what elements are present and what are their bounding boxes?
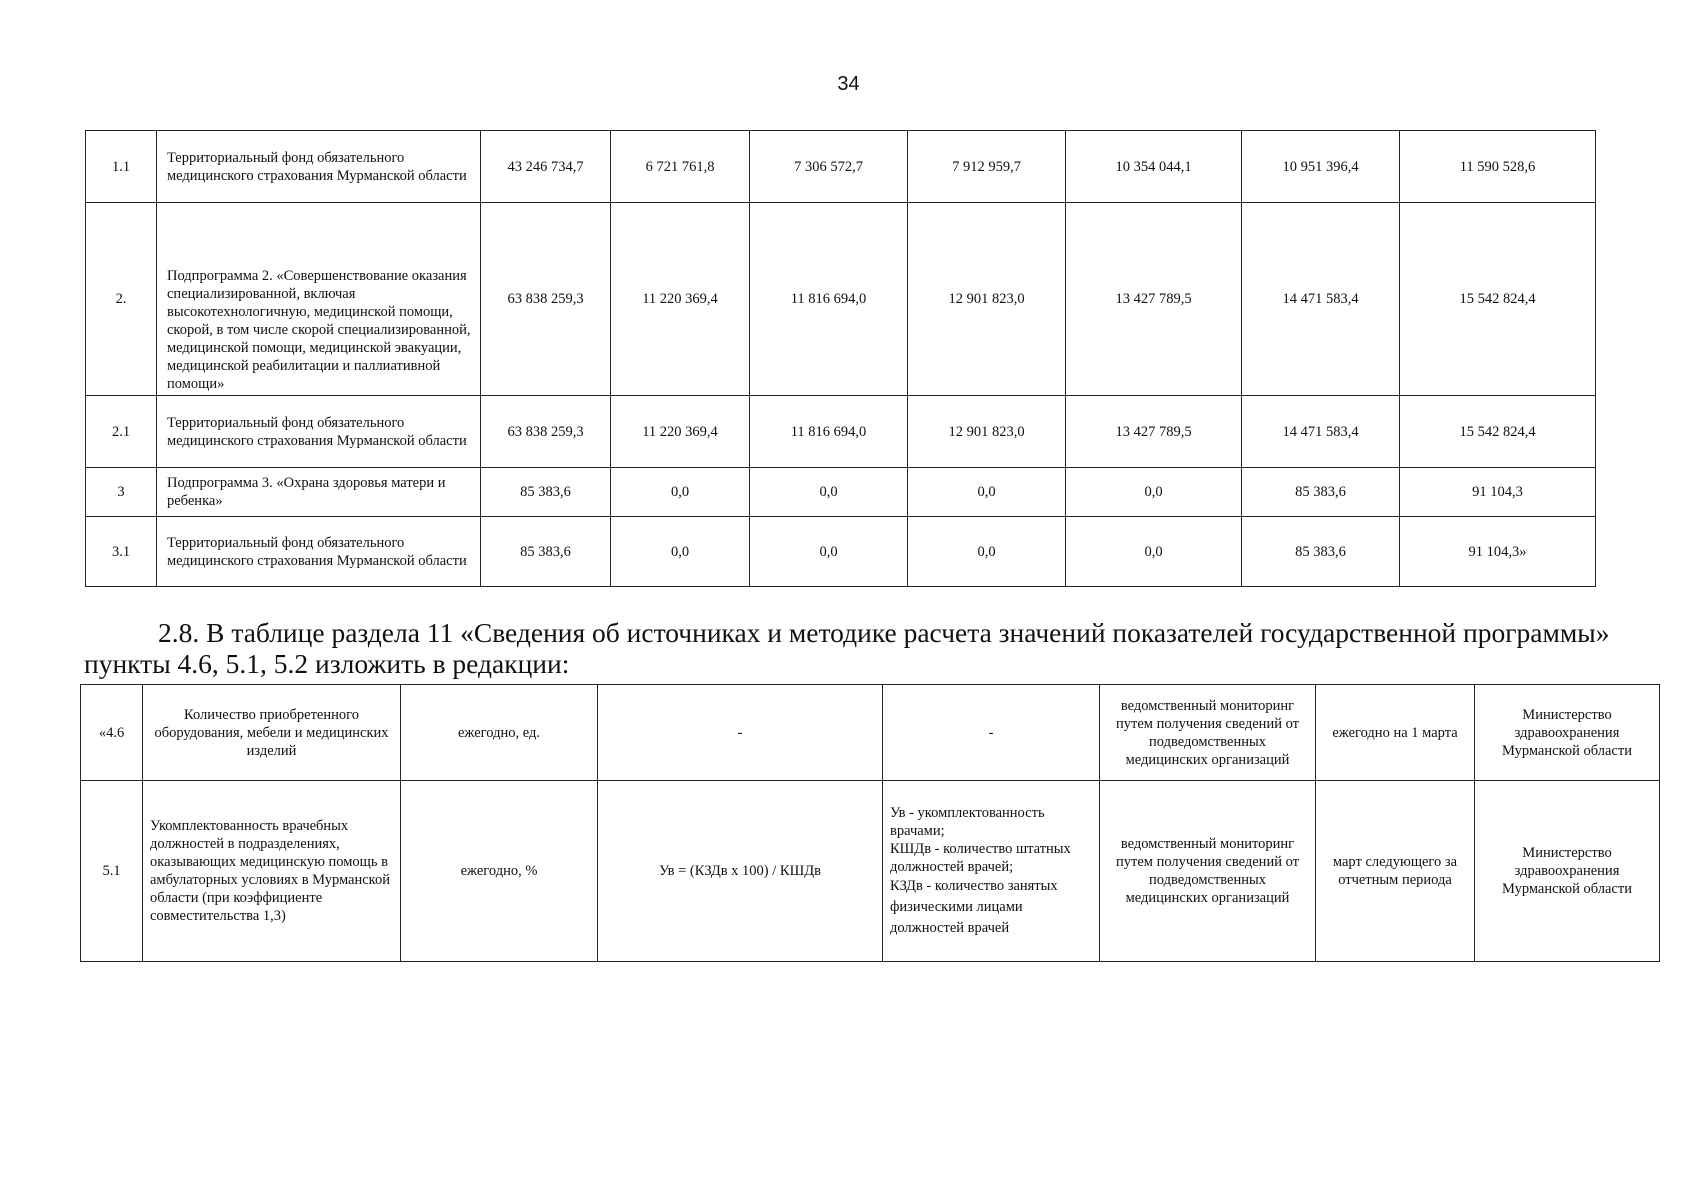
indicator-variables bbox=[883, 781, 1100, 962]
value-cell: 11 590 528,6 bbox=[1400, 131, 1596, 203]
value-cell: 7 912 959,7 bbox=[908, 131, 1066, 203]
page-number: 34 bbox=[837, 73, 860, 95]
value-cell: 43 246 734,7 bbox=[481, 131, 611, 203]
indicator-source: ведомственный мониторинг путем получения сведений от подведомственных медицинских организаций bbox=[1100, 781, 1316, 962]
row-name: Подпрограмма 3. «Охрана здоровья матери и ребенка» bbox=[157, 468, 481, 517]
value-cell: 63 838 259,3 bbox=[481, 203, 611, 396]
row-index: 3 bbox=[86, 468, 157, 517]
value-cell: 0,0 bbox=[611, 468, 750, 517]
value-cell: 10 951 396,4 bbox=[1242, 131, 1400, 203]
indicator-name: Количество приобретенного оборудования, мебели и медицинских изделий bbox=[143, 685, 401, 781]
variable-line: КШДв - количество штатных должностей врачей; bbox=[890, 840, 1071, 875]
row-index: 5.1 bbox=[81, 781, 143, 962]
indicator-formula: - bbox=[598, 685, 883, 781]
value-cell: 0,0 bbox=[750, 468, 908, 517]
table-row bbox=[86, 396, 1596, 468]
indicator-deadline: март следующего за отчетным периода bbox=[1316, 781, 1475, 962]
variable-line: КЗДв - количество занятых физическими лицами должностей врачей bbox=[890, 877, 1058, 936]
value-cell: 11 816 694,0 bbox=[750, 203, 908, 396]
value-cell: 0,0 bbox=[908, 517, 1066, 587]
indicator-deadline: ежегодно на 1 марта bbox=[1316, 685, 1475, 781]
table-row bbox=[86, 517, 1596, 587]
value-cell: 14 471 583,4 bbox=[1242, 203, 1400, 396]
value-cell: 85 383,6 bbox=[1242, 468, 1400, 517]
table-row bbox=[86, 203, 1596, 396]
value-cell: 91 104,3 bbox=[1400, 468, 1596, 517]
indicator-formula: Ув = (КЗДв х 100) / КШДв bbox=[598, 781, 883, 962]
value-cell: 11 816 694,0 bbox=[750, 396, 908, 468]
value-cell: 0,0 bbox=[611, 517, 750, 587]
value-cell: 13 427 789,5 bbox=[1066, 396, 1242, 468]
row-index: 1.1 bbox=[86, 131, 157, 203]
table-row bbox=[81, 781, 1660, 962]
value-cell: 85 383,6 bbox=[481, 517, 611, 587]
value-cell: 11 220 369,4 bbox=[611, 203, 750, 396]
value-cell: 15 542 824,4 bbox=[1400, 396, 1596, 468]
value-cell: 11 220 369,4 bbox=[611, 396, 750, 468]
value-cell: 10 354 044,1 bbox=[1066, 131, 1242, 203]
indicator-unit: ежегодно, % bbox=[401, 781, 598, 962]
indicator-unit: ежегодно, ед. bbox=[401, 685, 598, 781]
row-name: Территориальный фонд обязательного медицинского страхования Мурманской области bbox=[157, 131, 481, 203]
value-cell: 0,0 bbox=[1066, 468, 1242, 517]
row-index: 2.1 bbox=[86, 396, 157, 468]
amendment-paragraph: 2.8. В таблице раздела 11 «Сведения об источниках и методике расчета значений показателей государственной программы» пункты 4.6, 5.1, 5.2 изложить в редакции: bbox=[84, 617, 1610, 679]
row-index: 3.1 bbox=[86, 517, 157, 587]
value-cell: 85 383,6 bbox=[1242, 517, 1400, 587]
value-cell: 12 901 823,0 bbox=[908, 396, 1066, 468]
row-name: Подпрограмма 2. «Совершенствование оказания специализированной, включая высокотехнологичную, медицинской помощи, скорой, в том числе скорой специализированной, медицинской помощи, медицинской эвакуации, медицинской реабилитации и паллиативной помощи» bbox=[157, 203, 481, 396]
indicator-name: Укомплектованность врачебных должностей в подразделениях, оказывающих медицинскую помощь в амбулаторных условиях в Мурманской области (при коэффициенте совместительства 1,3) bbox=[143, 781, 401, 962]
indicator-responsible: Министерство здравоохранения Мурманской области bbox=[1475, 685, 1660, 781]
value-cell: 63 838 259,3 bbox=[481, 396, 611, 468]
row-index: 2. bbox=[86, 203, 157, 396]
table-row bbox=[86, 131, 1596, 203]
value-cell: 6 721 761,8 bbox=[611, 131, 750, 203]
value-cell: 0,0 bbox=[1066, 517, 1242, 587]
value-cell: 7 306 572,7 bbox=[750, 131, 908, 203]
row-index: «4.6 bbox=[81, 685, 143, 781]
value-cell: 15 542 824,4 bbox=[1400, 203, 1596, 396]
table-row bbox=[81, 685, 1660, 781]
value-cell: 0,0 bbox=[750, 517, 908, 587]
value-cell: 14 471 583,4 bbox=[1242, 396, 1400, 468]
funding-table bbox=[85, 130, 1596, 587]
indicator-variables: - bbox=[883, 685, 1100, 781]
value-cell: 13 427 789,5 bbox=[1066, 203, 1242, 396]
value-cell: 12 901 823,0 bbox=[908, 203, 1066, 396]
variable-line: Ув - укомплектованность врачами; bbox=[890, 804, 1045, 839]
value-cell: 85 383,6 bbox=[481, 468, 611, 517]
indicator-source: ведомственный мониторинг путем получения сведений от подведомственных медицинских организаций bbox=[1100, 685, 1316, 781]
table-row bbox=[86, 468, 1596, 517]
indicator-responsible: Министерство здравоохранения Мурманской области bbox=[1475, 781, 1660, 962]
indicator-table bbox=[80, 684, 1660, 962]
row-name: Территориальный фонд обязательного медицинского страхования Мурманской области bbox=[157, 396, 481, 468]
value-cell: 0,0 bbox=[908, 468, 1066, 517]
row-name: Территориальный фонд обязательного медицинского страхования Мурманской области bbox=[157, 517, 481, 587]
value-cell: 91 104,3» bbox=[1400, 517, 1596, 587]
